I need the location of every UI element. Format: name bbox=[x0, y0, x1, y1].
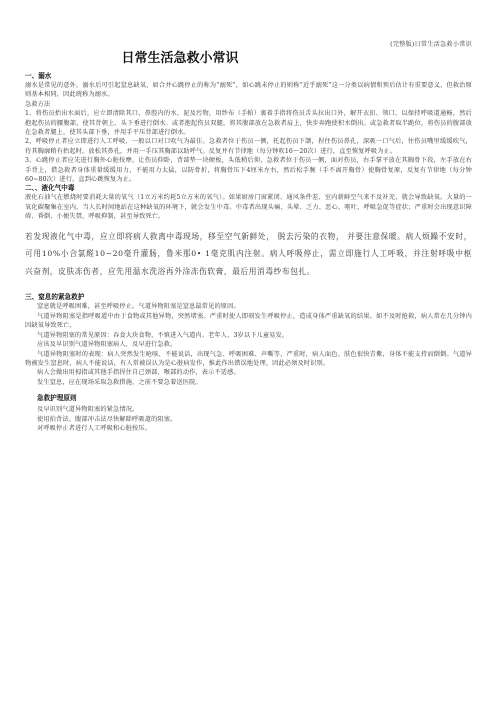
drowning-step-2: 2、呼吸停止者应立即进行人工呼吸，一般以口对口吹气为最佳。急救者位于伤员一侧，托起伤员下颌，捏住伤员鼻孔，深吸一口气后，往伤员嘴里缓缓吹气，待其胸廓稍有抬起时，放松其鼻孔，并用一手压其胸部以助呼气。反复并有节律地（每分钟吹16～20次）进行，直至恢复呼吸为止。 bbox=[25, 138, 472, 155]
page-title: 日常生活急救小常识 bbox=[121, 51, 239, 66]
drowning-step-1: 1、将伤员抬出水面后，应立即清除其口、鼻腔内的水、泥及污物，用纱布（手帕）裹着手指将伤员舌头拉出口外，解开衣扣、领口，以保持呼吸道通畅，然后抱起伤员的腰腹部，使其背朝上、头下垂进行倒水。或者抱起伤员双腿，将其腹部放在急救者肩上，快步奔跑使积水倒出。或急救者取半跪位，将伤员的腹部放在急救者腿上，使其头部下垂，并用手平压背部进行倒水。 bbox=[25, 110, 472, 137]
first-aid-principles-heading: 急救护理原则 bbox=[37, 394, 77, 403]
header-tag: (完整版)日常生活急救小常识 bbox=[390, 41, 472, 48]
choking-line: 应该及早识别气道异物阻塞病人，及早进行急救。 bbox=[37, 341, 177, 349]
section-heading-drowning: 一、溺水 bbox=[25, 72, 52, 80]
choking-line: 发生窒息，应在现场采取急救措施，之前不要急着送医院。 bbox=[37, 378, 202, 386]
section-heading-choking: 三、窒息的紧急救护 bbox=[25, 293, 85, 302]
choking-line: 气道异物阻塞的常见原因：吞食大块食物，不慎进入气道内。老年人、3岁以下儿童易发。 bbox=[37, 331, 289, 339]
choking-line: 气道异物阻塞时的表现：病人突然发生呛咳、不能说话，出现气急、呼吸困难、声嘶等，严重时，病人面色、肤色很快青紫，身体不能支持而倒倒。气道异物被发生窒息时，病人不能说话，有人常被误认为是心脏病发作，推此作出错误地处理，因此必须及时识别。 bbox=[25, 350, 472, 367]
choking-line: 病人会做出用拇指或其他手指捏住自己颈部、喉部的动作，表示不适感。 bbox=[37, 369, 240, 377]
principle-item: 使用拍背法、腹部冲击法尽快解除呼吸道的阻塞。 bbox=[37, 415, 177, 423]
drowning-method-label: 急救方法 bbox=[25, 100, 51, 108]
drowning-step-3: 3、心跳停止者应先进行胸外心脏按摩。让伤员仰卧，背部垫一块硬板，头低稍后仰，急救者位于伤员一侧，面对伤员，右手掌平放在其胸骨下段，左手放在右手背上，借急救者身体重量缓缓用力，不能用力太猛，以防骨折，将胸骨压下4厘米左右，然后松手腕（手不离开胸骨）使胸骨复原，反复有节律地（每分钟60~80次）进行，直到心跳恢复为止。 bbox=[25, 157, 472, 184]
gas-poisoning-action: 若发现液化气中毒，应立即将病人救离中毒现场，移至空气新鲜处， 脱去污染的衣物， 并要注意保暖。病人烦躁不安时，可用10%小合氯醛10~20毫升灌肠，鲁米那0• 1毫克肌内注射。病人呼吸停止，需立即施行人工呼吸，并注射呼吸中枢兴奋剂，皮肤冻伤者，应先用温水洗浴再外涂冻伤软膏，最后用消毒纱布包扎。 bbox=[25, 231, 472, 276]
choking-line: 气道异物阻塞是指呼吸道中由于食物或其他异物，突然堵塞。严重时使人即刻发生呼吸停止，造成身体严重缺氧的结果。如不及时抢救，病人常在几分钟内因缺氧导致死亡。 bbox=[25, 312, 472, 330]
gas-poisoning-intro: 液化石油气在燃烧时要消耗大量的氧气（1立方米约耗5立方米的氧气）。如果厨房门窗紧闭、通风条件差、室内新鲜空气来不及补充，就会导致缺氧。大量的一氧化碳聚集在室内，当人长时间地站在这种缺氧的环境下，就会发生中毒。中毒者出现头痛、头晕、乏力、恶心、呕吐、呼吸急促等症状；严重时会出现意识障碍、昏倒、小便失禁、呼吸抑制，甚至导致死亡。 bbox=[25, 194, 472, 221]
section-heading-gas-poisoning: 二、、液化气中毒 bbox=[25, 184, 75, 193]
choking-line: 窒息就是呼吸困难，甚至呼吸停止。气道异物阻塞是窒息最常见的原因。 bbox=[37, 303, 240, 311]
drowning-intro: 溺水是常见的意外，溺水后可引起窒息缺氧，如合并心跳停止的称为“溺死”，如心跳未停止的则称“近乎溺死”这一分类以病情和预后估计有重要意义，但救治原则基本相同，因此统称为溺水。 bbox=[25, 82, 472, 99]
principle-item: 对呼吸停止者进行人工呼吸和心脏按压。 bbox=[37, 424, 152, 432]
principle-item: 及早识别气道异物阻塞的紧急情况。 bbox=[37, 406, 139, 414]
document-content bbox=[25, 72, 472, 433]
